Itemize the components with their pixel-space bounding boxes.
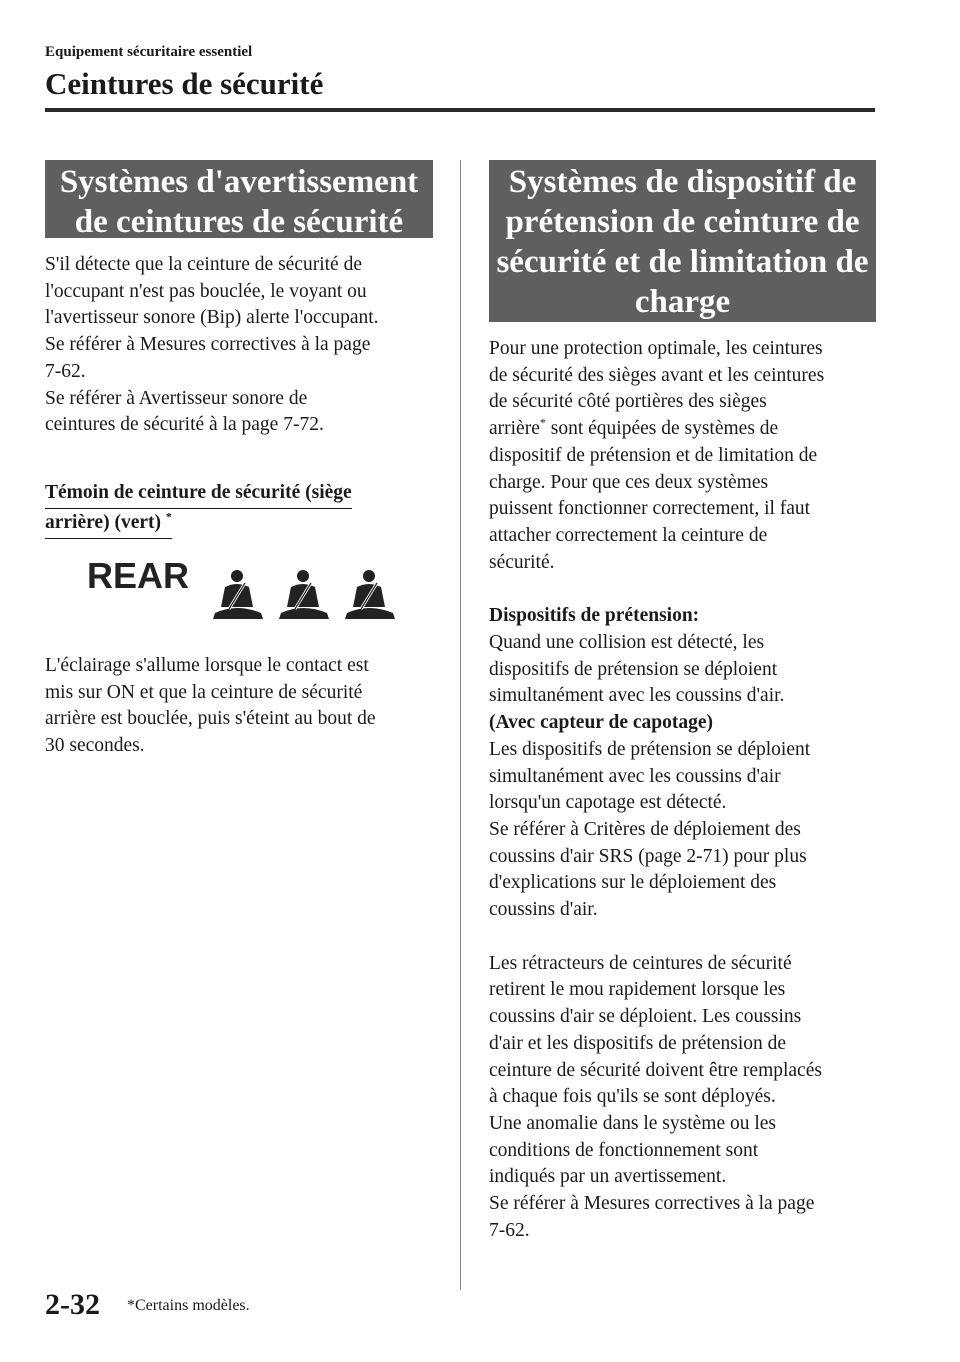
text-line: mis sur ON et que la ceinture de sécurité — [45, 681, 363, 703]
pretensioner-title: Dispositifs de prétension: — [489, 605, 700, 627]
text-line: ceintures de sécurité à la page 7-72. — [45, 414, 324, 436]
text-line: Se référer à Avertisseur sonore de — [45, 387, 308, 409]
spacer — [489, 924, 877, 951]
text-line: puissent fonctionner correctement, il faut — [489, 498, 811, 520]
text-line: S'il détecte que la ceinture de sécurité de — [45, 254, 362, 275]
rollover-sensor-title: (Avec capteur de capotage) — [489, 712, 714, 734]
pretensioner-intro-paragraph — [489, 336, 877, 576]
subheading-line — [45, 509, 172, 539]
seatbelt-icon — [273, 567, 335, 623]
left-column — [45, 160, 433, 760]
warning-systems-banner — [45, 160, 433, 238]
text-line: ceinture de sécurité doivent être remplacés — [489, 1059, 822, 1081]
rear-seatbelt-indicators — [45, 549, 433, 639]
text-line: d'explications sur le déploiement des — [489, 872, 777, 894]
banner-line: Systèmes de dispositif de — [508, 164, 857, 200]
text-line: coussins d'air. — [489, 899, 598, 921]
banner-line: Systèmes d'avertissement — [59, 164, 419, 200]
text-line: Quand une collision est détecté, les — [489, 632, 765, 654]
subheading-text: arrière) (vert) — [45, 511, 166, 533]
text-line: Les rétracteurs de ceintures de sécurité — [489, 952, 792, 974]
text-line: simultanément avec les coussins d'air. — [489, 685, 785, 707]
text-line: indiqués par un avertissement. — [489, 1166, 727, 1188]
text-line: coussins d'air se déploient. Les coussins — [489, 1006, 802, 1028]
text-line: 7-62. — [45, 360, 86, 382]
text-line: sécurité. — [489, 551, 555, 573]
subheading-line: Témoin de ceinture de sécurité (siège — [45, 479, 352, 509]
right-column — [489, 160, 877, 1245]
text-line: dispositifs de prétension se déploient — [489, 658, 778, 680]
indicator-description — [45, 653, 433, 760]
text-line: Une anomalie dans le système ou les — [489, 1112, 777, 1134]
text-line: Se référer à Critères de déploiement des — [489, 818, 801, 840]
text-line: coussins d'air SRS (page 2-71) pour plus — [489, 845, 807, 867]
footnote-star: * — [539, 415, 546, 430]
chapter-title: Ceintures de sécurité — [45, 66, 324, 101]
text-line: conditions de fonctionnement sont — [489, 1139, 759, 1161]
text-line: Se référer à Mesures correctives à la page — [489, 1193, 815, 1215]
page-number: 2-32 — [45, 1288, 100, 1321]
banner-line: de ceintures de sécurité — [74, 204, 404, 240]
text-line: Se référer à Mesures correctives à la page — [45, 334, 371, 356]
page-header — [45, 42, 875, 104]
text-line: attacher correctement la ceinture de — [489, 524, 768, 546]
text-line: d'air et les dispositifs de prétension de — [489, 1032, 787, 1054]
seatbelt-icon — [339, 567, 401, 623]
pretensioner-banner — [489, 160, 876, 322]
text-line: l'occupant n'est pas bouclée, le voyant ou — [45, 280, 367, 302]
text-line: l'avertisseur sonore (Bip) alerte l'occupant. — [45, 307, 379, 329]
banner-line: charge — [634, 284, 731, 320]
spacer — [489, 576, 877, 603]
header-rule — [45, 108, 875, 112]
text-line: dispositif de prétension et de limitation de — [489, 444, 818, 466]
text-line: lorsqu'un capotage est détecté. — [489, 792, 727, 814]
text-line: L'éclairage s'allume lorsque le contact est — [45, 654, 369, 676]
text-line: charge. Pour que ces deux systèmes — [489, 471, 769, 493]
text-line: 7-62. — [489, 1219, 530, 1241]
text-line: à chaque fois qu'ils se sont déployés. — [489, 1086, 776, 1108]
text-line: de sécurité côté portières des sièges — [489, 391, 767, 413]
text-line: de sécurité des sièges avant et les ceintures — [489, 364, 825, 386]
footnote-star: * — [165, 509, 172, 524]
rear-label: REAR — [87, 554, 190, 596]
text-line: Les dispositifs de prétension se déploient — [489, 738, 811, 760]
warning-intro-paragraph — [45, 252, 433, 439]
footnote: *Certains modèles. — [127, 1297, 250, 1314]
text-line: arrière est bouclée, puis s'éteint au bout de — [45, 708, 376, 730]
retractor-section — [489, 951, 877, 1245]
text-fragment: sont équipées de systèmes de — [545, 418, 779, 440]
section-title: Equipement sécuritaire essentiel — [45, 44, 253, 60]
banner-line: prétension de ceinture de — [505, 204, 860, 240]
rear-indicator-subheading — [45, 479, 433, 539]
seatbelt-icon — [207, 567, 269, 623]
text-line — [489, 416, 877, 443]
text-line: Pour une protection optimale, les ceintures — [489, 338, 823, 359]
text-line: retirent le mou rapidement lorsque les — [489, 979, 786, 1001]
pretensioner-section — [489, 603, 877, 923]
text-line: 30 secondes. — [45, 735, 145, 757]
text-line: simultanément avec les coussins d'air — [489, 765, 781, 787]
text-fragment: arrière — [489, 418, 540, 440]
banner-line: sécurité et de limitation de — [496, 244, 869, 280]
column-divider — [460, 160, 461, 1290]
